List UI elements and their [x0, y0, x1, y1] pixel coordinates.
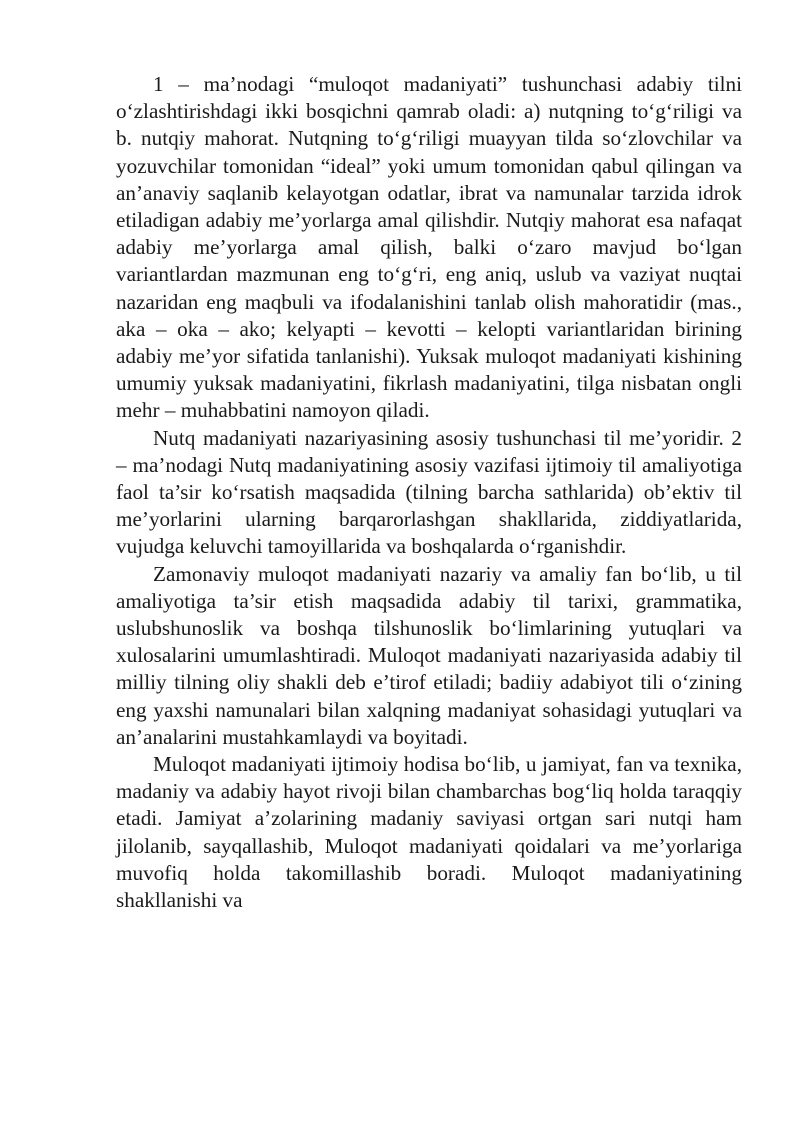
paragraph-2: Nutq madaniyati nazariyasining asosiy tushunchasi til me’yoridir. 2 – ma’nodagi Nutq madaniyatining asosiy vazifasi ijtimoiy til amaliyotiga faol ta’sir ko‘rsatish maqsadida (tilning barcha sathlarida) ob’ektiv til me’yorlarini ularning barqarorlashgan shakllarida, ziddiyatlarida, vujudga keluvchi tamoyillarida va boshqalarda o‘rganishdir. — [116, 425, 742, 559]
paragraph-1: 1 – ma’nodagi “muloqot madaniyati” tushunchasi adabiy tilni o‘zlashtirishdagi ikki bosqichni qamrab oladi: a) nutqning to‘g‘riligi va b. nutqiy mahorat. Nutqning to‘g‘riligi muayyan tilda so‘zlovchilar va yozuvchilar tomonidan “ideal” yoki umum tomonidan qabul qilingan va an’anaviy saqlanib kelayotgan odatlar, ibrat va namunalar tarzida idrok etiladigan adabiy me’yorlarga amal qilishdir. Nutqiy mahorat esa nafaqat adabiy me’yorlarga amal qilish, balki o‘zaro mavjud bo‘lgan variantlardan mazmunan eng to‘g‘ri, eng aniq, uslub va vaziyat nuqtai nazaridan eng maqbuli va ifodalanishini tanlab olish mahoratidir (mas., aka – oka – ako; kelyapti – kevotti – kelopti variantlaridan birining adabiy me’yor sifatida tanlanishi). Yuksak muloqot madaniyati kishining umumiy yuksak madaniyatini, fikrlash madaniyatini, tilga nisbatan ongli mehr – muhabbatini namoyon qiladi. — [116, 72, 742, 423]
document-page — [116, 71, 742, 914]
paragraph-3: Zamonaviy muloqot madaniyati nazariy va amaliy fan bo‘lib, u til amaliyotiga ta’sir etish maqsadida adabiy til tarixi, grammatika, uslubshunoslik va boshqa tilshunoslik bo‘limlarining yutuqlari va xulosalarini umumlashtiradi. Muloqot madaniyati nazariyasida adabiy til milliy tilning oliy shakli deb e’tirof etiladi; badiiy adabiyot tili o‘zining eng yaxshi namunalari bilan xalqning madaniyat sohasidagi yutuqlari va an’analarini mustahkamlaydi va boyitadi. — [116, 561, 742, 749]
paragraph-4: Muloqot madaniyati ijtimoiy hodisa bo‘lib, u jamiyat, fan va texnika, madaniy va adabiy hayot rivoji bilan chambarchas bog‘liq holda taraqqiy etadi. Jamiyat a’zolarining madaniy saviyasi ortgan sari nutqi ham jilolanib, sayqallashib, Muloqot madaniyati qoidalari va me’yorlariga muvofiq holda takomillashib boradi. Muloqot madaniyatining shakllanishi va — [116, 752, 742, 913]
